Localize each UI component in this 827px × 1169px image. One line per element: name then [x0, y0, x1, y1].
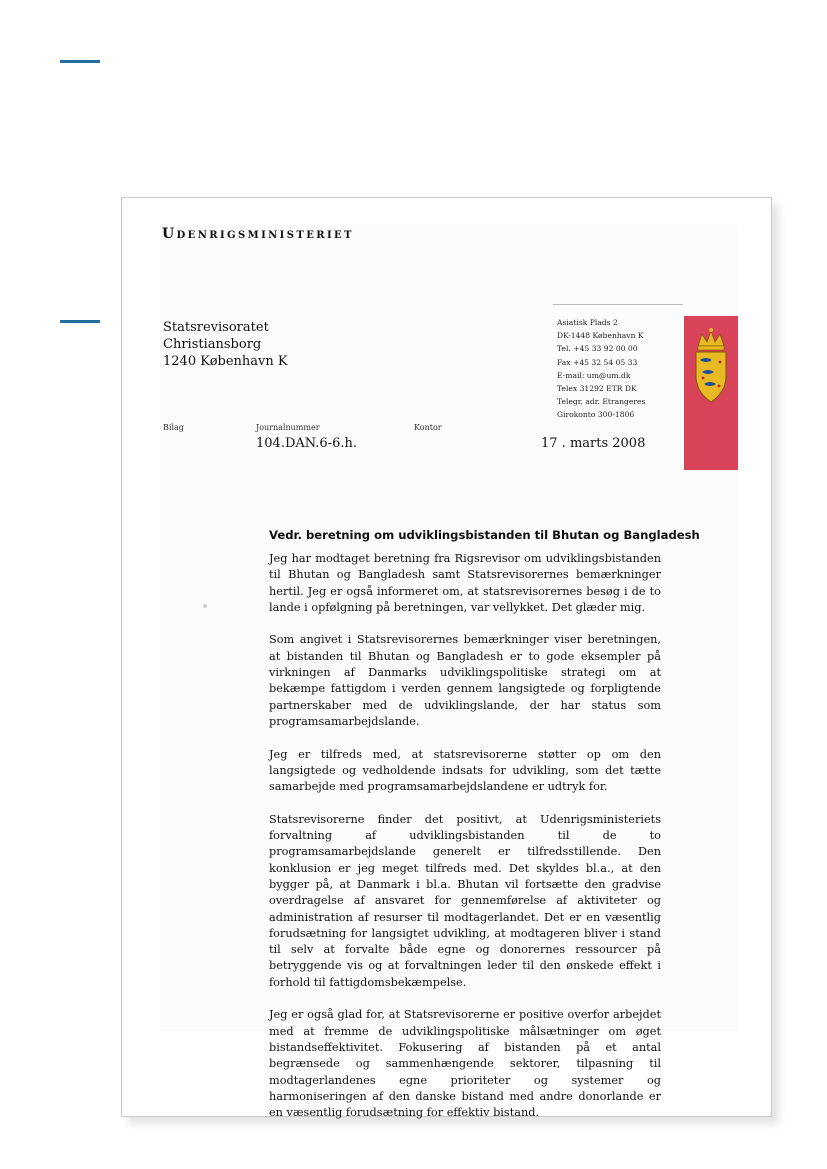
sender-address-line: Asiatisk Plads 2: [557, 318, 618, 327]
kontor-label: Kontor: [414, 423, 442, 432]
sender-address-line: Telegr. adr. Etrangeres: [557, 397, 646, 407]
sender-address-line: Tel. +45 33 92 00 00: [557, 344, 638, 354]
recipient-line: Christiansborg: [163, 337, 262, 352]
recipient-line: 1240 København K: [163, 354, 288, 369]
sender-address-line: DK-1448 København K: [557, 331, 644, 341]
body-paragraph: Jeg er tilfreds med, at statsrevisorerne støtter op om den langsigtede og vedholdende indsats for udvikling, som det tætte samarbejde med programsamarbejdslandene er udtryk for.: [269, 747, 661, 794]
royal-crest-icon: [690, 326, 732, 408]
letterhead-title: Udenrigsministeriet: [162, 226, 354, 242]
journal-number-label: Journalnummer: [256, 423, 320, 432]
letter-date: 17 . marts 2008: [541, 436, 646, 451]
address-divider: [553, 304, 683, 305]
body-paragraph: Som angivet i Statsrevisorernes bemærkninger viser beretningen, at bistanden til Bhutan og Bangladesh er to gode eksempler på virkningen af Danmarks udviklingspolitiske strategi om at bekæmpe fattigdom i verden gennem langsigtede og forpligtende partnerskaber med de udviklingslande, der har status som programsamarbejdslande.: [269, 633, 661, 728]
sender-address-line: Telex 31292 ETR DK: [557, 384, 637, 394]
sender-address-line: E-mail: um@um.dk: [557, 370, 631, 380]
scan-speck: [203, 604, 207, 608]
margin-rule-middle: [60, 320, 100, 323]
bilag-label: Bilag: [163, 423, 184, 432]
letter-subject: Vedr. beretning om udviklingsbistanden til Bhutan og Bangladesh: [269, 528, 700, 542]
recipient-line: Statsrevisoratet: [163, 320, 269, 335]
sender-address-line: Fax +45 32 54 05 33: [557, 357, 638, 367]
sender-address: [557, 316, 645, 422]
letter-body: [269, 551, 661, 1138]
body-paragraph: Jeg har modtaget beretning fra Rigsrevisor om udviklingsbistanden til Bhutan og Bangladesh samt Statsrevisorernes bemærkninger hertil. Jeg er også informeret om, at statsrevisorernes besøg i de to lande i opfølgning på beretningen, var vellykket. Det glæder mig.: [269, 552, 661, 614]
recipient-address: [163, 319, 288, 370]
margin-rule-top: [60, 60, 100, 63]
body-paragraph: Statsrevisorerne finder det positivt, at Udenrigsministeriets forvaltning af udviklingsbistanden til de to programsamarbejdslande generelt er tilfredsstillende. Den konklusion er jeg meget tilfreds med. Det skyldes bl.a., at den bygger på, at Danmark i bl.a. Bhutan vil fortsætte den gradvise overdragelse af ansvaret for gennemførelse af aktiviteter og administration af resurser til modtagerlandet. Det er en væsentlig forudsætning for langsigtet udvikling, at modtageren bliver i stand til selv at forvalte både egne og donorernes ressourcer på betryggende vis og at forvaltningen leder til den ønskede effekt i forhold til fattigdomsbekæmpelse.: [269, 812, 661, 989]
body-paragraph: Jeg er også glad for, at Statsrevisorerne er positive overfor arbejdet med at fremme de udviklingspolitiske målsætninger om øget bistandseffektivitet. Fokusering af bistanden på et antal begrænsede og sammenhængende sektorer, tilpasning til modtagerlandenes egne prioriteter og systemer og harmoniseringen af den danske bistand med andre donorlande er en væsentlig forudsætning for effektiv bistand.: [269, 1008, 661, 1120]
sender-address-line: Girokonto 300-1806: [557, 410, 635, 420]
journal-number: 104.DAN.6-6.h.: [256, 436, 358, 451]
